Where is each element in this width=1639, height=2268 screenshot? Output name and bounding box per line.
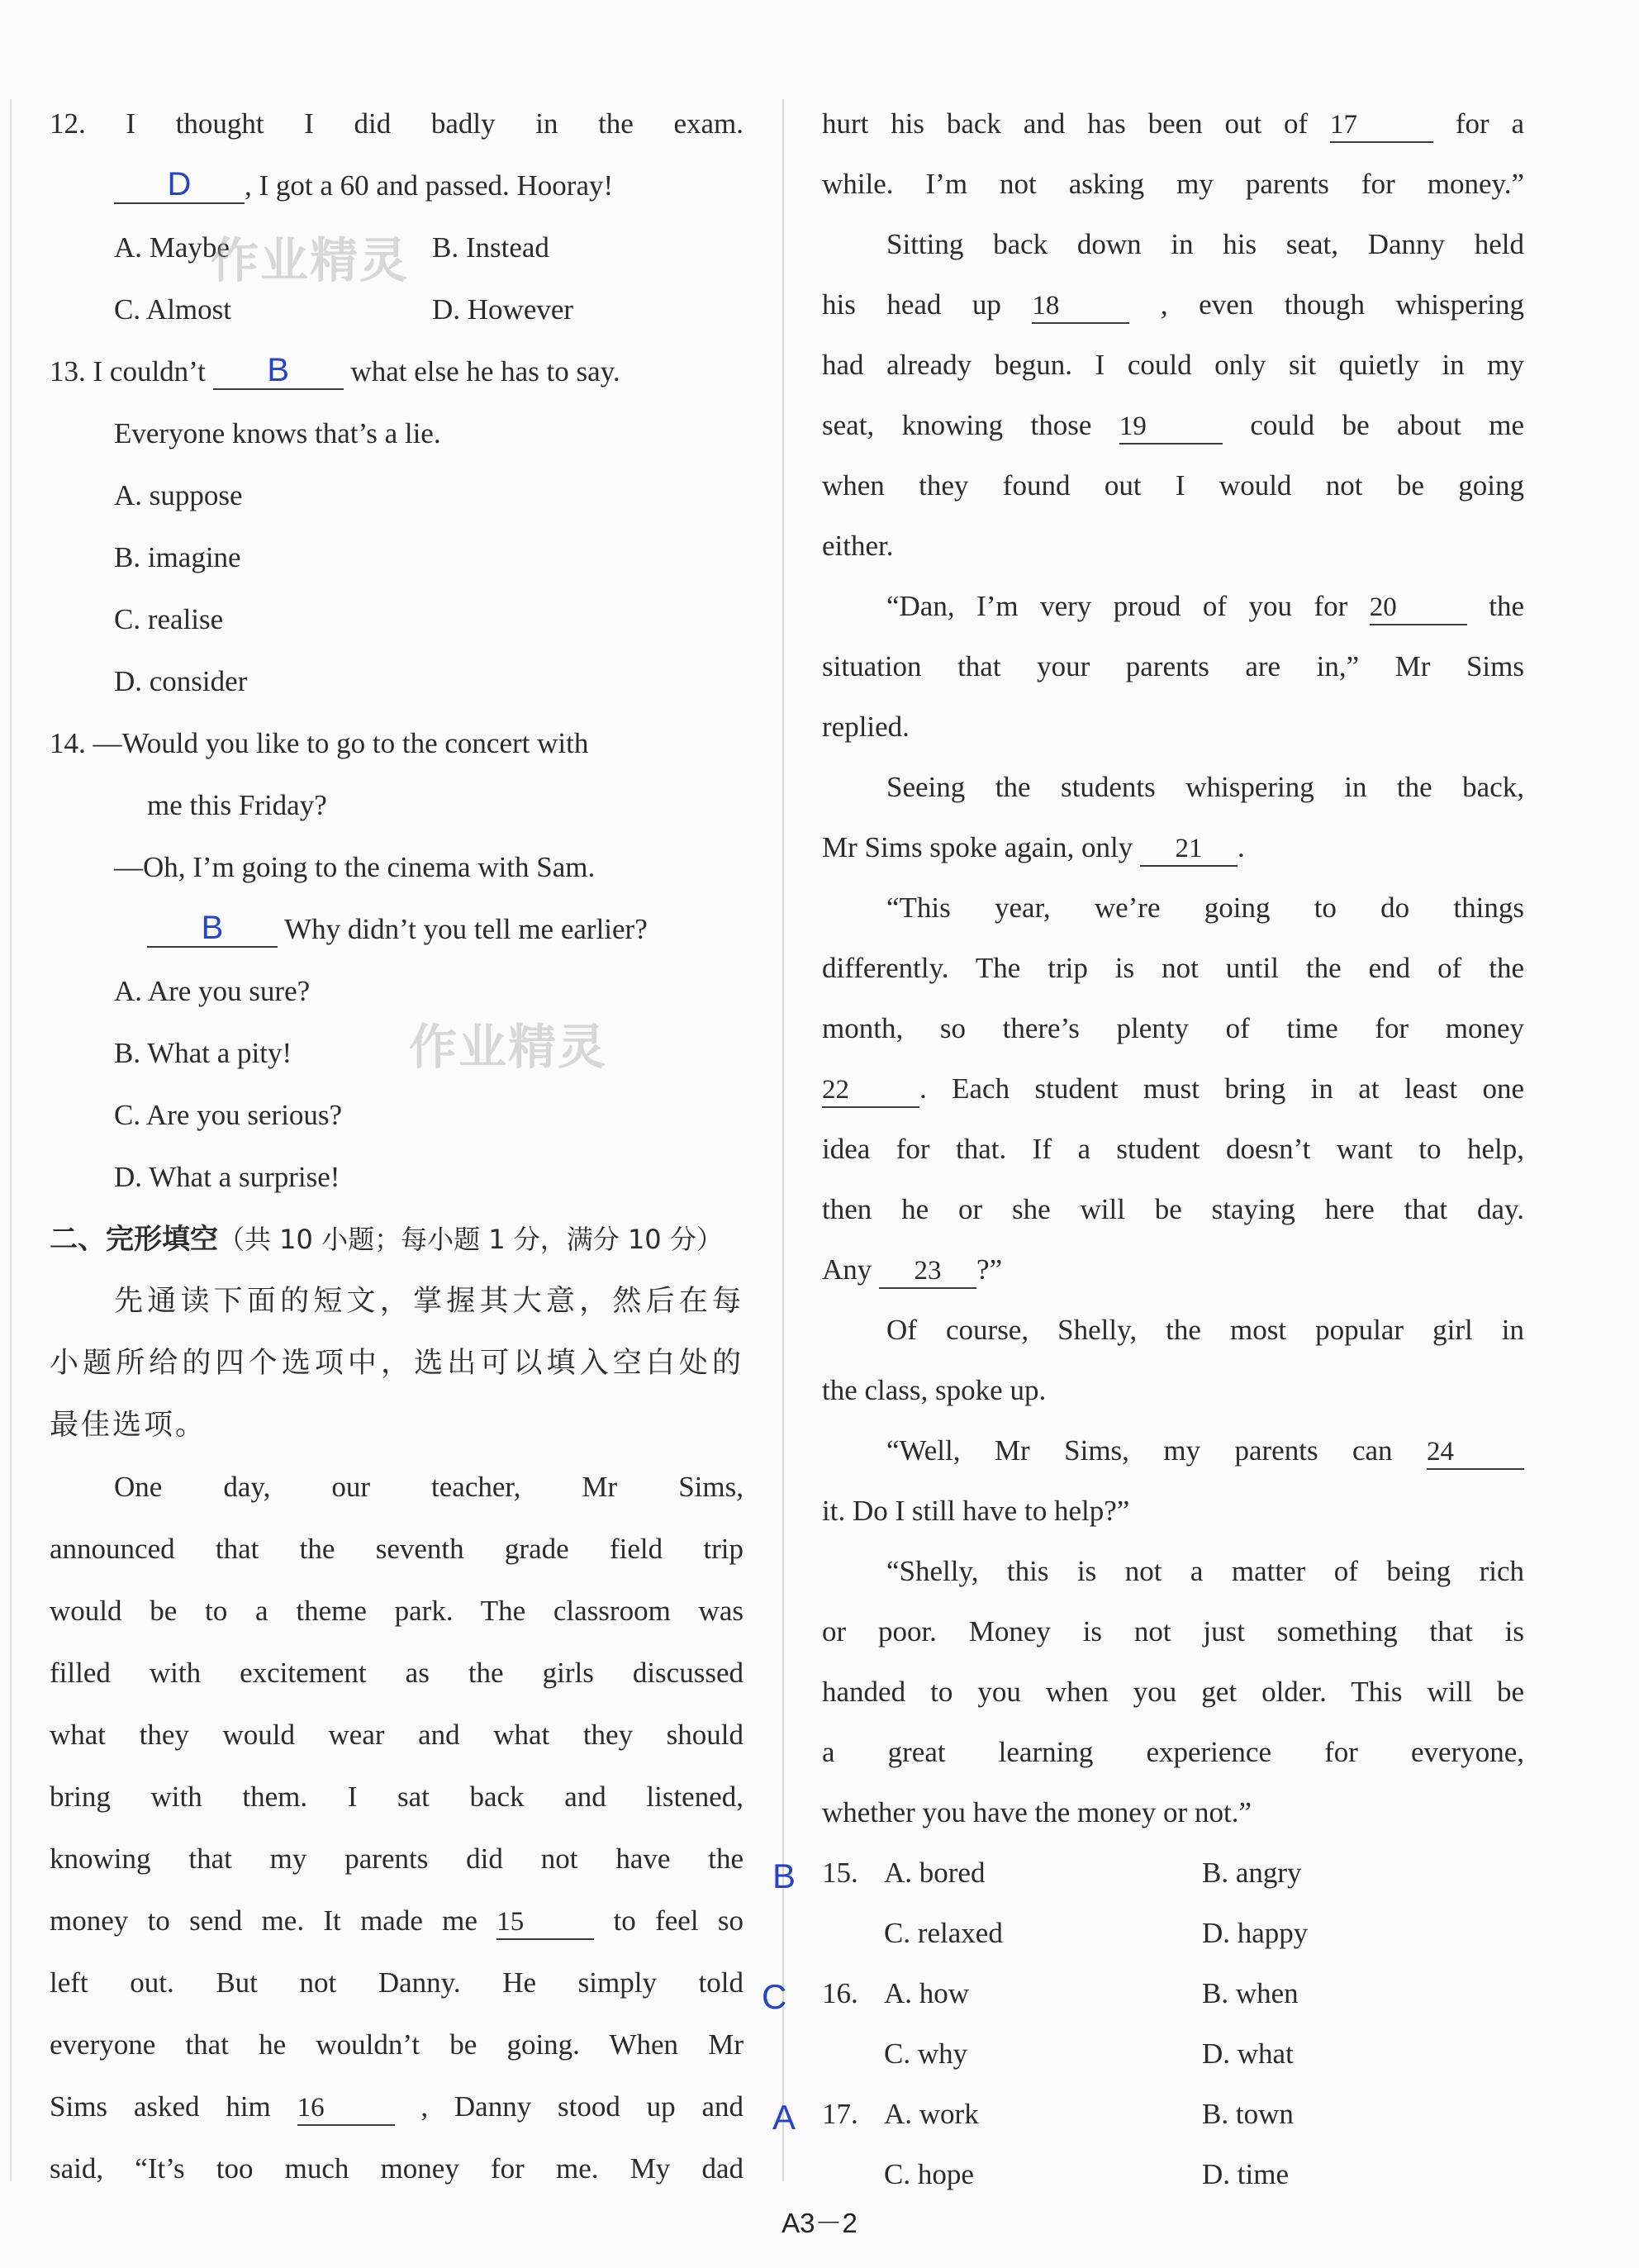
q17-margin-answer: A (772, 2098, 796, 2137)
q12-option-a[interactable]: A. Maybe (114, 231, 230, 264)
passage-line: situation that your parents are in,” Mr Sims (822, 650, 1524, 682)
passage-line: differently. The trip is not until the end of the (822, 952, 1524, 984)
passage-line: or poor. Money is not just something that is (822, 1615, 1524, 1648)
q15-option-a[interactable]: A. bored (884, 1857, 986, 1889)
q15-option-d[interactable]: D. happy (1202, 1917, 1309, 1949)
passage-line: One day, our teacher, Mr Sims, (114, 1471, 743, 1503)
blank-20: 20 (1370, 591, 1467, 625)
q14-option-b[interactable]: B. What a pity! (114, 1037, 292, 1069)
blank-18: 18 (1032, 289, 1129, 324)
q13-blank (213, 354, 344, 390)
blank-24: 24 (1427, 1435, 1524, 1470)
passage-line: the class, spoke up. (822, 1374, 1047, 1406)
blank-17: 17 (1330, 108, 1433, 143)
blank-19: 19 (1119, 410, 1223, 445)
q14-option-a[interactable]: A. Are you sure? (114, 975, 311, 1007)
passage-line: his head up 18 , even though whispering (822, 284, 1524, 326)
passage-line: Sims asked him 16 , Danny stood up and (50, 2086, 743, 2128)
q17-option-a[interactable]: A. work (884, 2098, 979, 2130)
passage-line: Sitting back down in his seat, Danny held (886, 228, 1524, 260)
q13-stem: 13. I couldn’t B what else he has to say. (50, 352, 620, 388)
q12-answer: D (167, 166, 192, 202)
q17-option-b[interactable]: B. town (1202, 2098, 1294, 2130)
passage-line: then he or she will be staying here that day. (822, 1193, 1524, 1225)
q14-line2: me this Friday? (147, 789, 327, 821)
passage-line: “Well, Mr Sims, my parents can 24 (886, 1430, 1524, 1472)
passage-line: idea for that. If a student doesn’t want to help, (822, 1133, 1524, 1165)
passage-line: what they would wear and what they should (50, 1719, 743, 1751)
q14-option-d[interactable]: D. What a surprise! (114, 1161, 340, 1193)
section-instruction-2: 小题所给的四个选项中，选出可以填入空白处的 (50, 1347, 743, 1380)
q16-option-d[interactable]: D. what (1202, 2037, 1294, 2070)
q14-answer: B (201, 910, 224, 946)
q13-option-a[interactable]: A. suppose (114, 479, 243, 511)
q12-option-c[interactable]: C. Almost (114, 293, 231, 326)
q13-stem-line2: Everyone knows that’s a lie. (114, 417, 441, 449)
q16-option-b[interactable]: B. when (1202, 1977, 1299, 2009)
q14-line4: B Why didn’t you tell me earlier? (147, 909, 743, 950)
passage-line: left out. But not Danny. He simply told (50, 1966, 743, 1999)
passage-line: everyone that he wouldn’t be going. When Mr (50, 2028, 743, 2061)
q15-option-c[interactable]: C. relaxed (884, 1917, 1003, 1949)
q12-option-d[interactable]: D. However (432, 293, 574, 326)
passage-line: it. Do I still have to help?” (822, 1495, 1130, 1527)
q15-margin-answer: B (772, 1857, 796, 1895)
q13-option-d[interactable]: D. consider (114, 665, 248, 697)
q16-option-c[interactable]: C. why (884, 2037, 968, 2070)
watermark: 作业精灵 (409, 1019, 608, 1075)
passage-line: “Dan, I’m very proud of you for 20 the (886, 586, 1524, 627)
q13-option-b[interactable]: B. imagine (114, 541, 241, 573)
passage-line: Seeing the students whispering in the back, (886, 771, 1524, 803)
q13-option-c[interactable]: C. realise (114, 603, 224, 635)
passage-line: handed to you when you get older. This will be (822, 1676, 1524, 1708)
passage-line: a great learning experience for everyone, (822, 1736, 1524, 1768)
q17-option-d[interactable]: D. time (1202, 2158, 1289, 2190)
passage-line: whether you have the money or not.” (822, 1796, 1252, 1828)
q12-option-b[interactable]: B. Instead (432, 231, 549, 264)
blank-21: 21 (1140, 832, 1238, 867)
passage-line: money to send me. It made me 15 to feel so (50, 1900, 743, 1942)
passage-line: knowing that my parents did not have the (50, 1842, 743, 1875)
passage-line: had already begun. I could only sit quietly in my (822, 349, 1524, 381)
passage-line: Any 23 ?” (822, 1249, 1524, 1291)
passage-line: announced that the seventh grade field trip (50, 1533, 743, 1565)
passage-line: while. I’m not asking my parents for money.” (822, 168, 1524, 200)
q12-continuation: , I got a 60 and passed. Hooray! (245, 169, 614, 202)
watermark: 作业精灵 (211, 232, 410, 288)
passage-line: when they found out I would not be going (822, 469, 1524, 502)
section-heading: 二、完形填空（共 10 小题；每小题 1 分，满分 10 分） (50, 1223, 723, 1256)
passage-line: would be to a theme park. The classroom was (50, 1595, 743, 1627)
passage-line: “Shelly, this is not a matter of being rich (886, 1555, 1524, 1587)
passage-line: 22 . Each student must bring in at least one (822, 1068, 1524, 1110)
section-instruction-1: 先通读下面的短文，掌握其大意，然后在每 (114, 1285, 743, 1318)
passage-line: either. (822, 530, 894, 562)
passage-line: filled with excitement as the girls discussed (50, 1657, 743, 1689)
passage-line: replied. (822, 711, 910, 743)
passage-line: “This year, we’re going to do things (886, 892, 1524, 924)
q14-line3: —Oh, I’m going to the cinema with Sam. (114, 851, 596, 883)
passage-line: Mr Sims spoke again, only 21 . (822, 827, 1524, 868)
blank-23: 23 (879, 1254, 976, 1289)
passage-line: said, “It’s too much money for me. My dad (50, 2152, 743, 2185)
q12-answer-line (114, 165, 743, 207)
passage-line: seat, knowing those 19 could be about me (822, 405, 1524, 446)
q14-line1: 14. —Would you like to go to the concert with (50, 727, 589, 759)
q13-answer: B (267, 352, 290, 388)
section-instruction-3: 最佳选项。 (50, 1409, 207, 1442)
q15-option-b[interactable]: B. angry (1202, 1857, 1302, 1889)
passage-line: hurt his back and has been out of 17 for a (822, 103, 1524, 145)
q17-option-c[interactable]: C. hope (884, 2158, 974, 2190)
q12-blank (114, 168, 245, 204)
q16-margin-answer: C (762, 1977, 787, 2016)
page-number: A3－2 (781, 2208, 858, 2238)
q12-stem: 12. I thought I did badly in the exam. (50, 107, 743, 140)
blank-16: 16 (297, 2091, 395, 2126)
q14-blank (147, 911, 278, 948)
q16-option-a[interactable]: A. how (884, 1977, 970, 2009)
exam-page: 12. I thought I did badly in the exam. D , I got a 60 and passed. Hooray! A. Maybe B. Instead C. Almost D. However 13. I couldn’t B what else he has to say. Everyone knows that’s a lie. A. suppose B. imagine C. realise D. consider 14. —Would you like to go to the concert with me this Friday? —Oh, I’m going to the cinema with Sam. B Why didn’t you tell me earlier? A. Are you sure? B. What a pity! C. Are you serious? D. What a surprise! 二、完形填空（共 10 小题；每小题 1 分，满分 10 分） 先通读下面的短文，掌握其大意，然后在每 小题所给的四个选项中，选出可以填入空白处的 最佳选项。 One day, our teacher, Mr Sims, announced that the seventh grade field trip would be to a theme park. The classroom was filled with excitement as the girls discussed what they would wear and what they should bring with them. I sat back and listened, knowing that my parents did not have the money to send me. It made me 15 to feel so left out. But not Danny. He simply told everyone that he wouldn’t be going. When Mr Sims asked him 16 , Danny stood up and said, “It’s too much money for me. My dad hurt his back and has been out of 17 for a while. I’m not asking my parents for money.” Sitting back down in his seat, Danny held his head up 18 , even though whispering had already begun. I could only sit quietly in my seat, knowing those 19 could be about me when they found out I would not be going either. “Dan, I’m very proud of you for 20 the situation that your parents are in,” Mr Sims replied. Seeing the students whispering in the back, Mr Sims spoke again, only 21 . “This year, we’re going to do things differently. The trip is not until the end of the month, so there’s plenty of time for money 22 . Each student must bring in at least one idea for that. If a student doesn’t want to help, then he or she will be staying here that day. Any 23 ?” Of course, Shelly, the most popular girl in the class, spoke up. “Well, Mr Sims, my parents can 24 it. Do I still have to help?” “Shelly, this is not a matter of being rich or poor. Money is not just something that is handed to you when you get older. This will be a great learning experience for everyone, whether you have the money or not.” 15. A. bored B. angry C. relaxed D. happy 16. A. how B. when C. why D. what 17. A. work B. town C. hope D. time B C A 作业精灵 作业精灵 A3－2 (0, 0, 1639, 2268)
blank-22: 22 (822, 1073, 919, 1108)
passage-line: Of course, Shelly, the most popular girl in (886, 1314, 1524, 1346)
page-edge-line (10, 99, 12, 2181)
blank-15: 15 (496, 1905, 594, 1940)
q14-option-c[interactable]: C. Are you serious? (114, 1099, 343, 1131)
passage-line: bring with them. I sat back and listened, (50, 1781, 743, 1813)
passage-line: month, so there’s plenty of time for money (822, 1012, 1524, 1044)
